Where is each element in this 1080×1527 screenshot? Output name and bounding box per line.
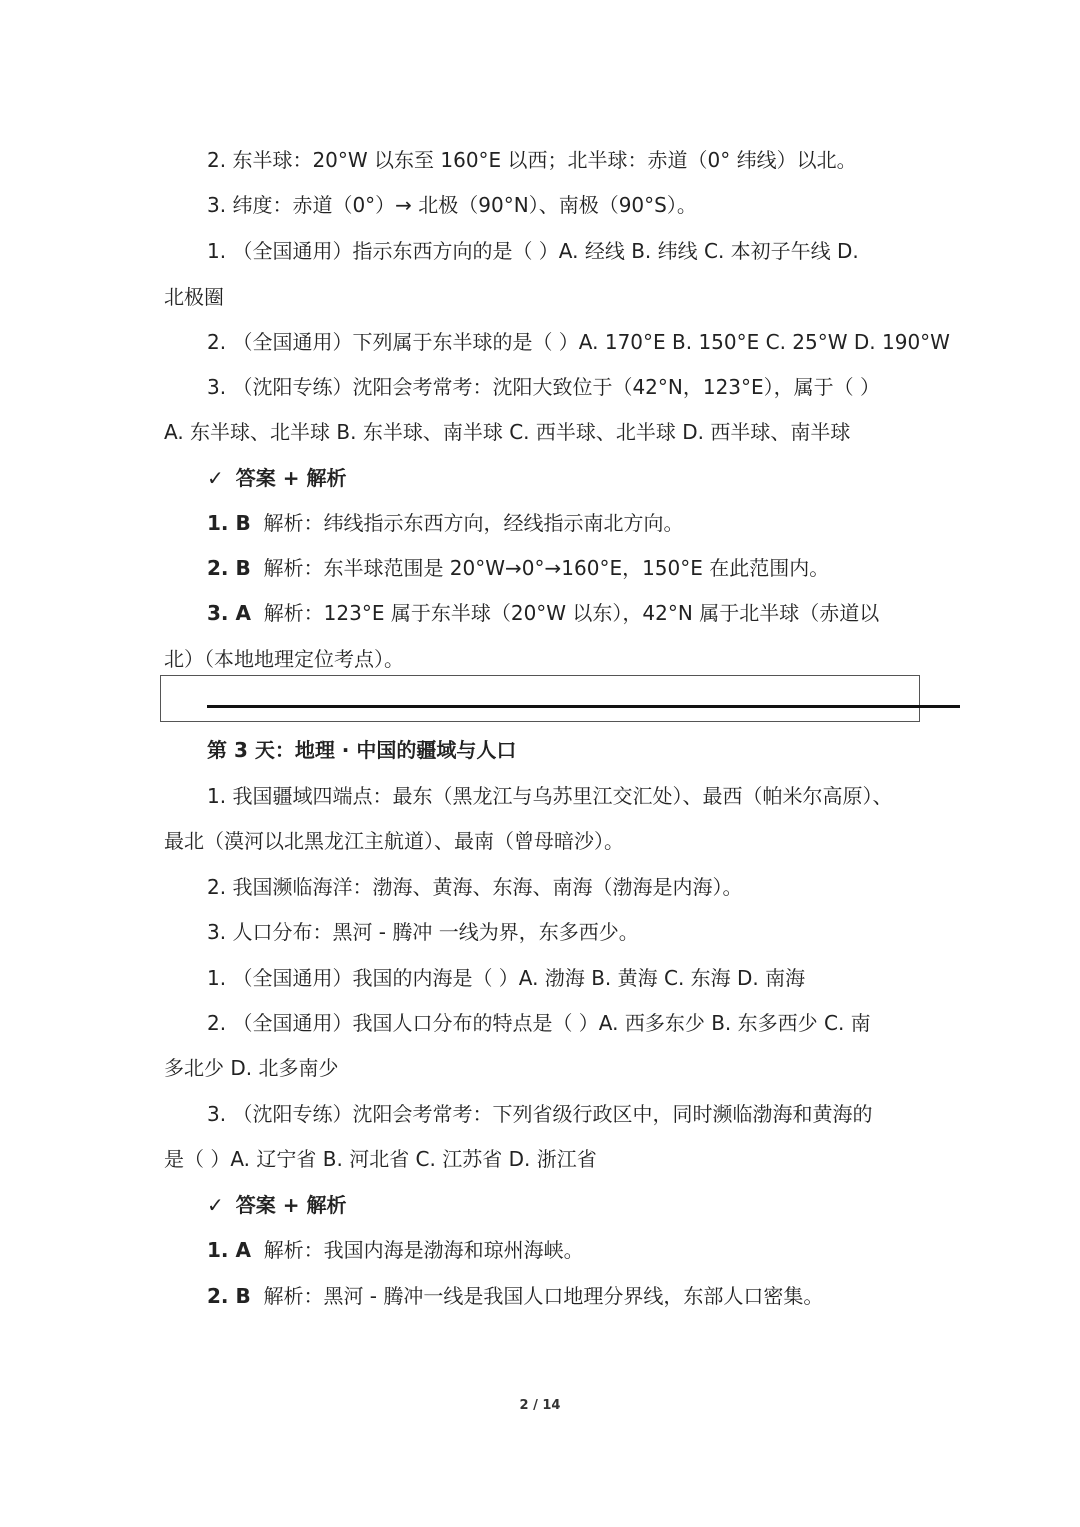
question-text: 2. （全国通用）下列属于东半球的是（ ）A. 170°E B. 150°E C. 25°W D. 190°W [207,330,950,354]
knowledge-point: 2. 东半球：20°W 以东至 160°E 以西；北半球：赤道（0° 纬线）以北。 [207,148,857,172]
question-text: 3. （沈阳专练）沈阳会考常考：下列省级行政区中，同时濒临渤海和黄海的 [207,1102,873,1126]
answer-text: 解析：东半球范围是 20°W→0°→160°E，150°E 在此范围内。 [263,556,830,580]
answer-label: 1. B [207,511,251,535]
separator-box [160,675,920,722]
answer-item [207,598,879,628]
page-number: 2 / 14 [519,1398,561,1413]
question-text: 3. （沈阳专练）沈阳会考常考：沈阳大致位于（42°N，123°E），属于（ ） [207,375,881,399]
question-text: 是（ ）A. 辽宁省 B. 河北省 C. 江苏省 D. 浙江省 [164,1147,597,1171]
answer-text-continued: 北）（本地地理定位考点）。 [164,647,404,671]
section-title: 第 3 天：地理 · 中国的疆域与人口 [207,738,517,762]
question-text: A. 东半球、北半球 B. 东半球、南半球 C. 西半球、北半球 D. 西半球、南半球 [164,420,851,444]
knowledge-point: 最北（漠河以北黑龙江主航道）、最南（曾母暗沙）。 [164,829,624,853]
answers-heading-label: 答案 + 解析 [235,1193,347,1217]
answer-label: 3. A [207,601,251,625]
answer-item [207,508,683,538]
check-icon: ✓ [207,1193,224,1217]
knowledge-point: 3. 纬度：赤道（0°）→ 北极（90°N）、南极（90°S）。 [207,193,697,217]
question-text: 多北少 D. 北多南少 [164,1056,339,1080]
check-icon: ✓ [207,466,224,490]
answer-item [207,1235,584,1265]
answer-text: 解析：黑河 - 腾冲一线是我国人口地理分界线，东部人口密集。 [263,1284,824,1308]
question-text: 北极圈 [164,285,224,309]
answer-item [207,1281,823,1311]
answers-heading-label: 答案 + 解析 [235,466,347,490]
separator-rule [207,705,960,708]
answers-heading [207,463,346,493]
answer-item [207,553,829,583]
question-text: 2. （全国通用）我国人口分布的特点是（ ）A. 西多东少 B. 东多西少 C. 南 [207,1011,871,1035]
answer-label: 1. A [207,1238,251,1262]
knowledge-point: 2. 我国濒临海洋：渤海、黄海、东海、南海（渤海是内海）。 [207,875,743,899]
answer-text: 解析：纬线指示东西方向，经线指示南北方向。 [263,511,684,535]
question-text: 1. （全国通用）我国的内海是（ ）A. 渤海 B. 黄海 C. 东海 D. 南海 [207,966,806,990]
knowledge-point: 3. 人口分布：黑河 - 腾冲 一线为界，东多西少。 [207,920,639,944]
answers-heading [207,1190,346,1220]
knowledge-point: 1. 我国疆域四端点：最东（黑龙江与乌苏里江交汇处）、最西（帕米尔高原）、 [207,784,893,808]
question-text: 1. （全国通用）指示东西方向的是（ ）A. 经线 B. 纬线 C. 本初子午线 D. [207,239,859,263]
answer-label: 2. B [207,556,251,580]
answer-label: 2. B [207,1284,251,1308]
answer-text: 解析：我国内海是渤海和琼州海峡。 [263,1238,584,1262]
answer-text: 解析：123°E 属于东半球（20°W 以东），42°N 属于北半球（赤道以 [263,601,880,625]
